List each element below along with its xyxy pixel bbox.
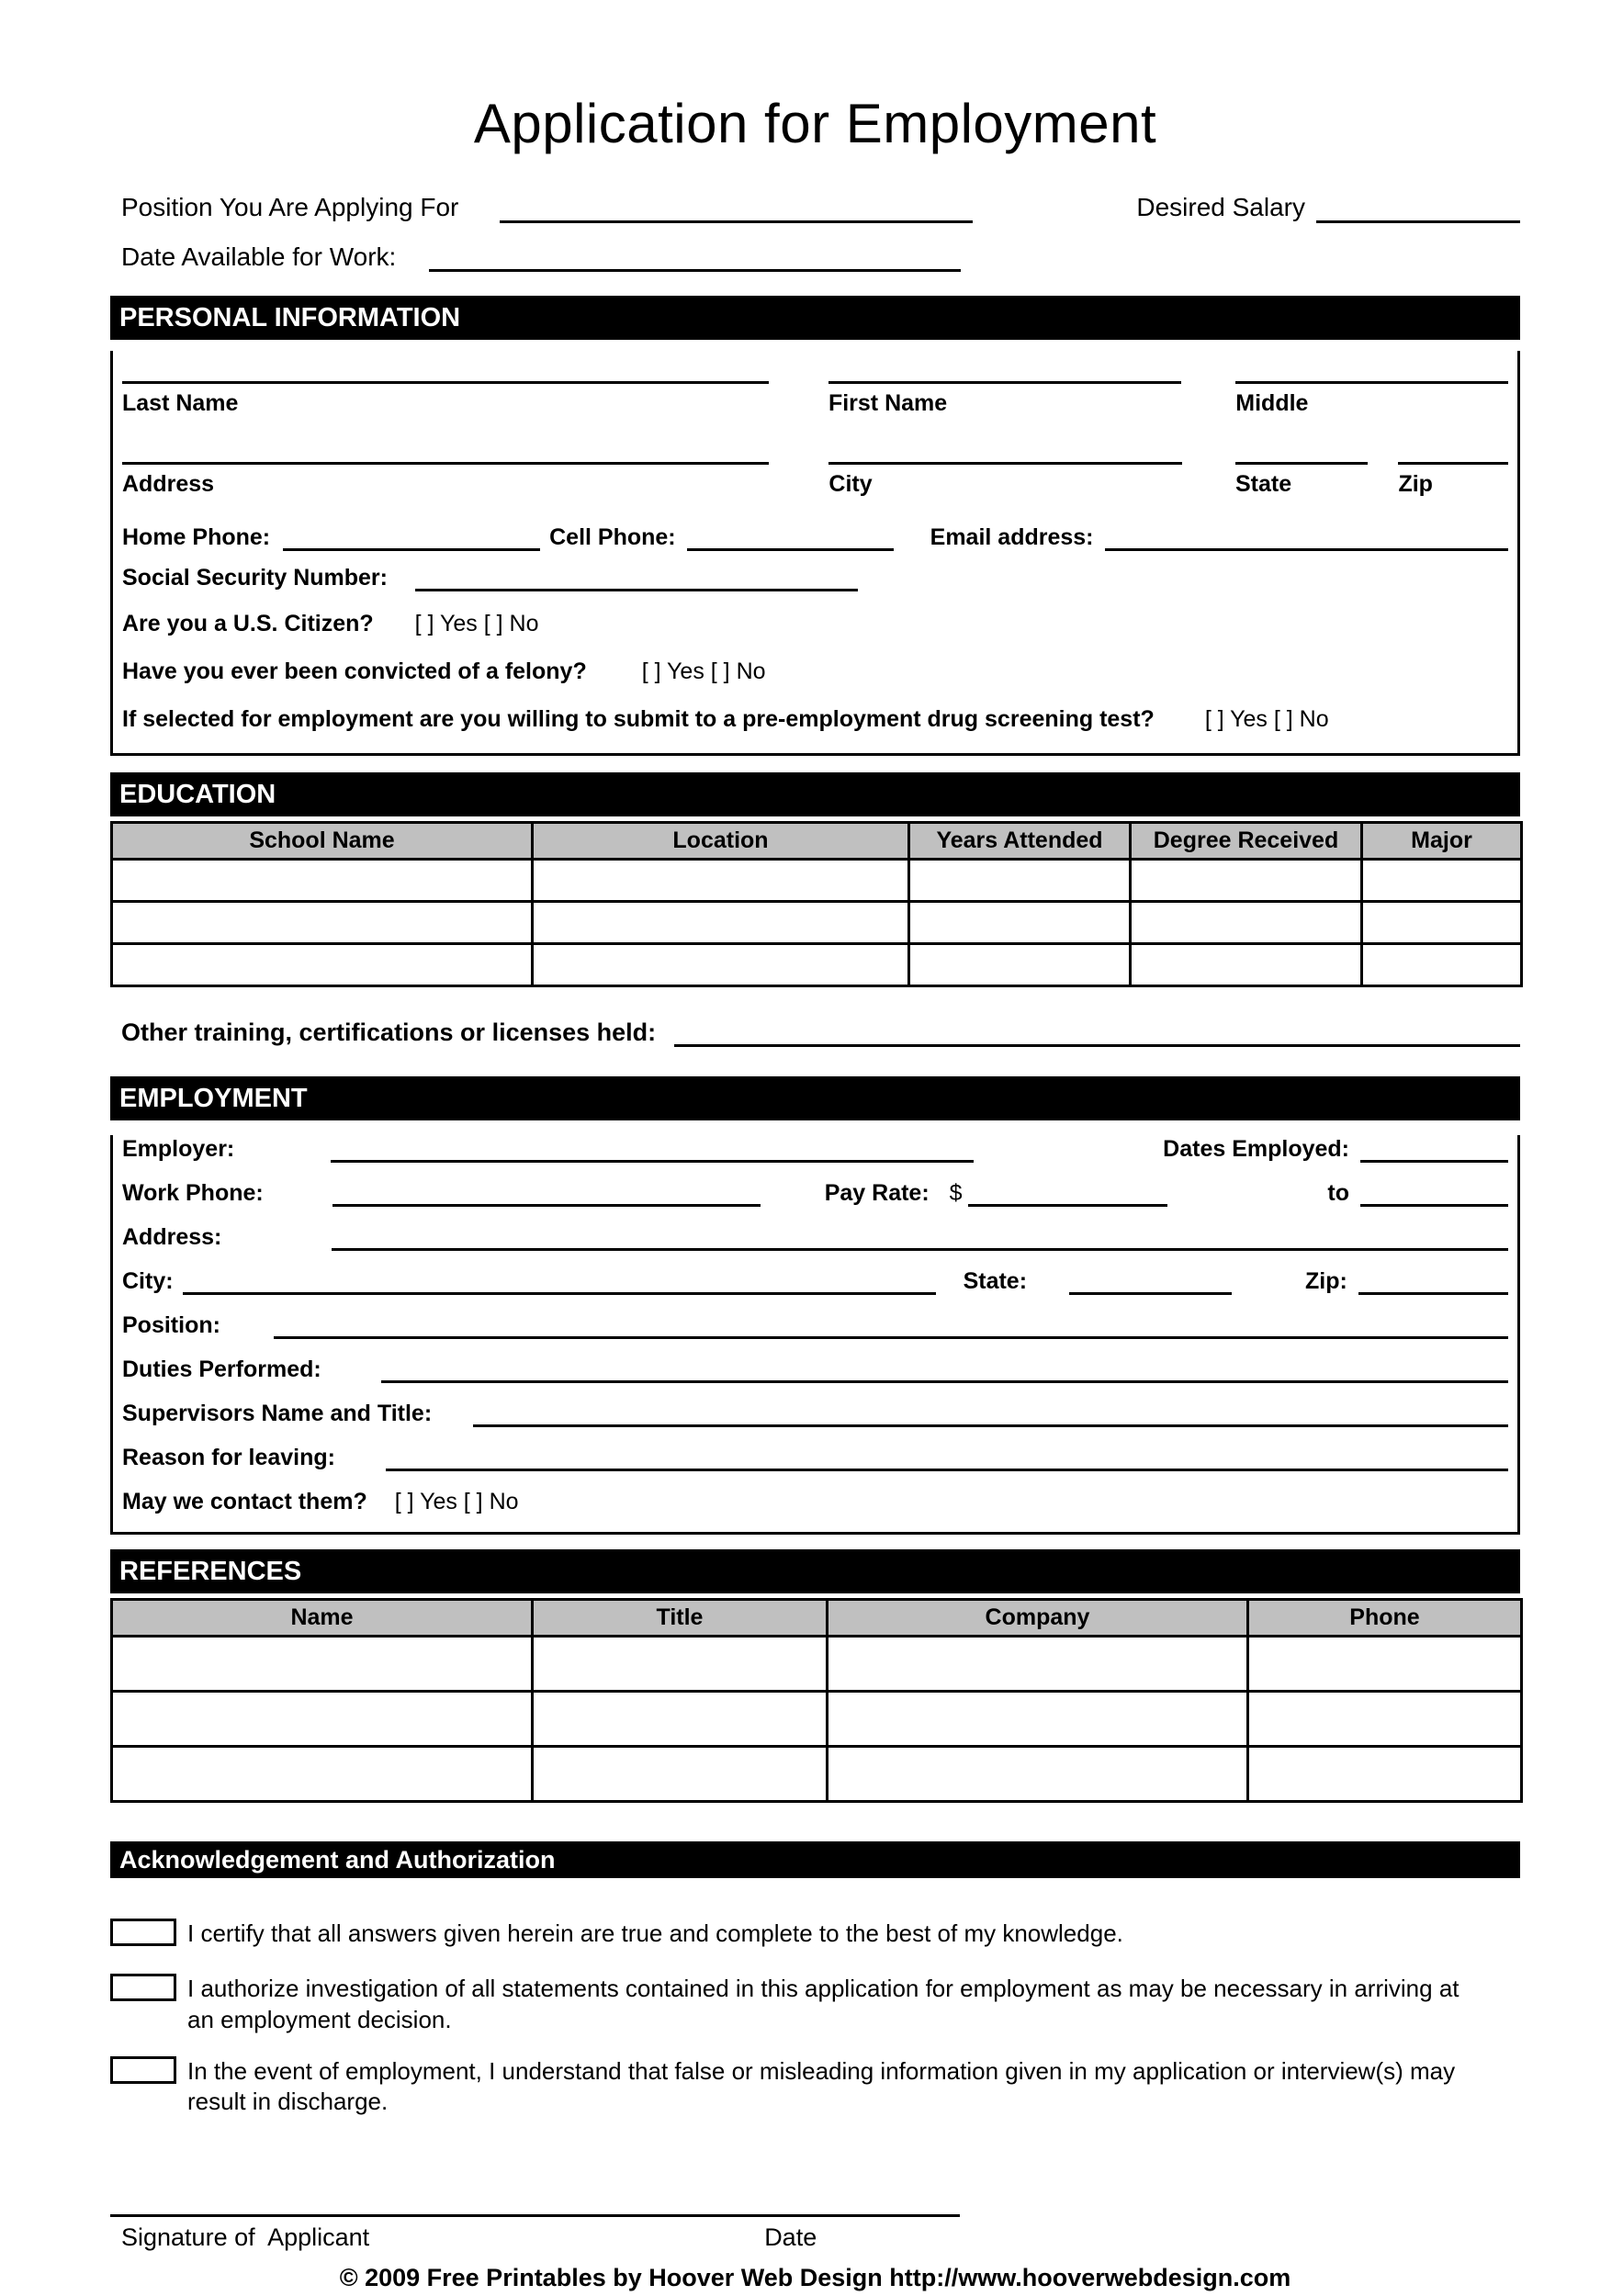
position-title-label: Position: [122, 1312, 220, 1339]
supervisor-row [122, 1400, 1508, 1427]
references-cell[interactable] [112, 1692, 533, 1747]
education-col-school-name: School Name [112, 823, 533, 860]
contact-question-label: May we contact them? [122, 1489, 367, 1515]
position-input-line[interactable] [500, 197, 973, 223]
duties-label: Duties Performed: [122, 1356, 321, 1383]
ssn-input-line[interactable] [415, 566, 858, 591]
date-available-label: Date Available for Work: [121, 242, 397, 271]
references-cell[interactable] [533, 1692, 828, 1747]
reason-for-leaving-input-line[interactable] [386, 1446, 1508, 1471]
reason-for-leaving-label: Reason for leaving: [122, 1445, 335, 1471]
employment-city-row [122, 1267, 1508, 1295]
employment-title: EMPLOYMENT [119, 1083, 308, 1113]
references-table-row [112, 1637, 1522, 1692]
address-field [122, 432, 769, 498]
state-input-line[interactable] [1235, 432, 1368, 465]
references-cell[interactable] [1248, 1637, 1522, 1692]
last-name-input-line[interactable] [122, 351, 769, 384]
citizen-yes-no-checkboxes[interactable]: [ ] Yes [ ] No [414, 611, 539, 637]
certify-text: I certify that all answers given herein are true and complete to the best of my knowledge. [187, 1919, 1123, 1948]
other-training-input-line[interactable] [674, 1021, 1520, 1047]
position-row [110, 192, 1520, 223]
citizen-question-label: Are you a U.S. Citizen? [122, 611, 374, 637]
education-col-years-attended: Years Attended [909, 823, 1131, 860]
cell-phone-label: Cell Phone: [549, 524, 676, 551]
address-label: Address [122, 471, 215, 498]
authorize-checkbox[interactable] [110, 1974, 176, 2001]
ack-item-certify [110, 1919, 1520, 1950]
dollar-sign: $ [949, 1180, 963, 1207]
employer-label: Employer: [122, 1136, 235, 1163]
work-phone-input-line[interactable] [332, 1181, 761, 1207]
references-cell[interactable] [828, 1747, 1248, 1802]
references-col-name: Name [112, 1600, 533, 1637]
employment-city-input-line[interactable] [183, 1269, 936, 1295]
references-cell[interactable] [828, 1692, 1248, 1747]
middle-name-field [1235, 351, 1508, 417]
education-cell[interactable] [112, 860, 533, 902]
employment-state-label: State: [963, 1268, 1028, 1295]
education-cell[interactable] [909, 944, 1131, 986]
references-cell[interactable] [112, 1747, 533, 1802]
drug-test-row [122, 705, 1508, 733]
date-label: Date [764, 2223, 817, 2252]
education-cell[interactable] [1131, 902, 1362, 944]
ssn-row [122, 564, 1508, 591]
supervisor-label: Supervisors Name and Title: [122, 1401, 433, 1427]
copyright-text: © 2009 Free Printables by Hoover Web Design http://www.hooverwebdesign.com [339, 2263, 1291, 2291]
education-cell[interactable] [112, 902, 533, 944]
education-cell[interactable] [533, 944, 909, 986]
references-cell[interactable] [533, 1637, 828, 1692]
references-table-row [112, 1692, 1522, 1747]
education-cell[interactable] [1131, 860, 1362, 902]
references-col-company: Company [828, 1600, 1248, 1637]
dates-employed-to-input-line[interactable] [1360, 1181, 1508, 1207]
employment-zip-label: Zip: [1305, 1268, 1347, 1295]
education-table [110, 821, 1523, 987]
contact-employer-row [122, 1488, 1508, 1515]
acknowledgement-header-bar [110, 1841, 1520, 1878]
employment-box [110, 1135, 1520, 1535]
ack-item-authorize [110, 1974, 1520, 2036]
personal-information-box [110, 351, 1520, 756]
pay-rate-label: Pay Rate: [824, 1180, 930, 1207]
zip-field [1398, 432, 1508, 498]
middle-name-input-line[interactable] [1235, 351, 1508, 384]
cell-phone-input-line[interactable] [687, 525, 894, 551]
education-cell[interactable] [533, 860, 909, 902]
education-cell[interactable] [533, 902, 909, 944]
employment-zip-input-line[interactable] [1358, 1269, 1508, 1295]
education-title: EDUCATION [119, 779, 276, 809]
discharge-text: In the event of employment, I understand that false or misleading information given in my application or interview(s) may result in discharge. [187, 2056, 1456, 2116]
employment-state-input-line[interactable] [1069, 1269, 1232, 1295]
ack-item-discharge [110, 2056, 1520, 2119]
date-available-input-line[interactable] [429, 246, 961, 272]
education-header-bar [110, 772, 1520, 816]
education-table-row [112, 944, 1522, 986]
email-input-line[interactable] [1105, 525, 1509, 551]
signature-label: Signature of Applicant [121, 2223, 370, 2252]
work-phone-row [122, 1179, 1508, 1207]
address-input-line[interactable] [122, 432, 769, 465]
employment-address-input-line[interactable] [332, 1225, 1508, 1251]
pay-rate-to-label: to [1327, 1180, 1349, 1207]
references-col-title: Title [533, 1600, 828, 1637]
education-cell[interactable] [1131, 944, 1362, 986]
city-field [828, 432, 1182, 498]
references-table [110, 1598, 1523, 1803]
middle-name-label: Middle [1235, 390, 1309, 417]
reason-for-leaving-row [122, 1444, 1508, 1471]
date-available-row [110, 242, 1520, 273]
personal-information-header-bar [110, 296, 1520, 340]
references-cell[interactable] [112, 1637, 533, 1692]
references-table-row [112, 1747, 1522, 1802]
education-table-row [112, 860, 1522, 902]
education-header-row [112, 823, 1522, 860]
employment-city-label: City: [122, 1268, 174, 1295]
zip-input-line[interactable] [1398, 432, 1508, 465]
contact-yes-no-checkboxes[interactable]: [ ] Yes [ ] No [394, 1489, 519, 1515]
dates-employed-label: Dates Employed: [1163, 1136, 1349, 1163]
other-training-row [110, 1019, 1520, 1047]
references-cell[interactable] [1248, 1747, 1522, 1802]
pay-rate-input-line[interactable] [968, 1181, 1167, 1207]
first-name-input-line[interactable] [828, 351, 1181, 384]
references-header-bar [110, 1549, 1520, 1593]
drug-test-yes-no-checkboxes[interactable]: [ ] Yes [ ] No [1204, 706, 1329, 733]
address-row [122, 432, 1508, 498]
references-cell[interactable] [1248, 1692, 1522, 1747]
education-cell[interactable] [1362, 902, 1522, 944]
home-phone-input-line[interactable] [283, 525, 540, 551]
email-label: Email address: [930, 524, 1094, 551]
phones-row [122, 523, 1508, 551]
references-cell[interactable] [533, 1747, 828, 1802]
references-title: REFERENCES [119, 1556, 302, 1586]
work-phone-label: Work Phone: [122, 1180, 264, 1207]
state-label: State [1234, 471, 1292, 498]
duties-row [122, 1356, 1508, 1383]
education-cell[interactable] [112, 944, 533, 986]
supervisor-input-line[interactable] [473, 1401, 1508, 1427]
position-title-row [122, 1311, 1508, 1339]
signature-labels-row [110, 2223, 1520, 2252]
employer-input-line[interactable] [331, 1137, 974, 1163]
state-field [1235, 432, 1368, 498]
home-phone-label: Home Phone: [122, 524, 271, 551]
last-name-label: Last Name [122, 390, 239, 417]
authorize-text: I authorize investigation of all statements contained in this application for employment as may be necessary in arriving at an employment decision. [187, 1974, 1460, 2033]
last-name-field [122, 351, 769, 417]
education-cell[interactable] [909, 860, 1131, 902]
education-table-row [112, 902, 1522, 944]
other-training-label: Other training, certifications or licenses held: [121, 1019, 657, 1047]
employment-address-label: Address: [122, 1224, 222, 1251]
position-label: Position You Are Applying For [121, 193, 459, 221]
desired-salary-input-line[interactable] [1316, 197, 1520, 223]
citizen-row [122, 610, 1508, 637]
employment-address-row [122, 1223, 1508, 1251]
first-name-field [828, 351, 1181, 417]
name-row [122, 351, 1508, 417]
signature-input-line[interactable] [110, 2191, 960, 2217]
education-col-location: Location [533, 823, 909, 860]
certify-checkbox[interactable] [110, 1919, 176, 1946]
page-title: Application for Employment [473, 93, 1157, 154]
felony-yes-no-checkboxes[interactable]: [ ] Yes [ ] No [641, 658, 766, 685]
duties-input-line[interactable] [381, 1357, 1508, 1383]
personal-information-title: PERSONAL INFORMATION [119, 302, 461, 332]
employer-row [122, 1135, 1508, 1163]
references-header-row [112, 1600, 1522, 1637]
city-input-line[interactable] [828, 432, 1182, 465]
ssn-label: Social Security Number: [122, 565, 388, 591]
drug-test-question-label: If selected for employment are you willing to submit to a pre-employment drug screening test? [122, 706, 1155, 733]
references-cell[interactable] [828, 1637, 1248, 1692]
form-page [110, 0, 1520, 2292]
employment-header-bar [110, 1076, 1520, 1120]
acknowledgement-title: Acknowledgement and Authorization [119, 1845, 556, 1874]
felony-question-label: Have you ever been convicted of a felony? [122, 658, 587, 685]
discharge-checkbox[interactable] [110, 2056, 176, 2084]
education-cell[interactable] [1362, 944, 1522, 986]
city-label: City [828, 471, 873, 498]
education-cell[interactable] [909, 902, 1131, 944]
education-col-major: Major [1362, 823, 1522, 860]
felony-row [122, 658, 1508, 685]
zip-label: Zip [1398, 471, 1433, 498]
first-name-label: First Name [828, 390, 948, 417]
education-cell[interactable] [1362, 860, 1522, 902]
references-col-phone: Phone [1248, 1600, 1522, 1637]
desired-salary-label: Desired Salary [1136, 193, 1305, 221]
education-col-degree-received: Degree Received [1131, 823, 1362, 860]
dates-employed-from-input-line[interactable] [1360, 1137, 1508, 1163]
position-title-input-line[interactable] [274, 1313, 1508, 1339]
